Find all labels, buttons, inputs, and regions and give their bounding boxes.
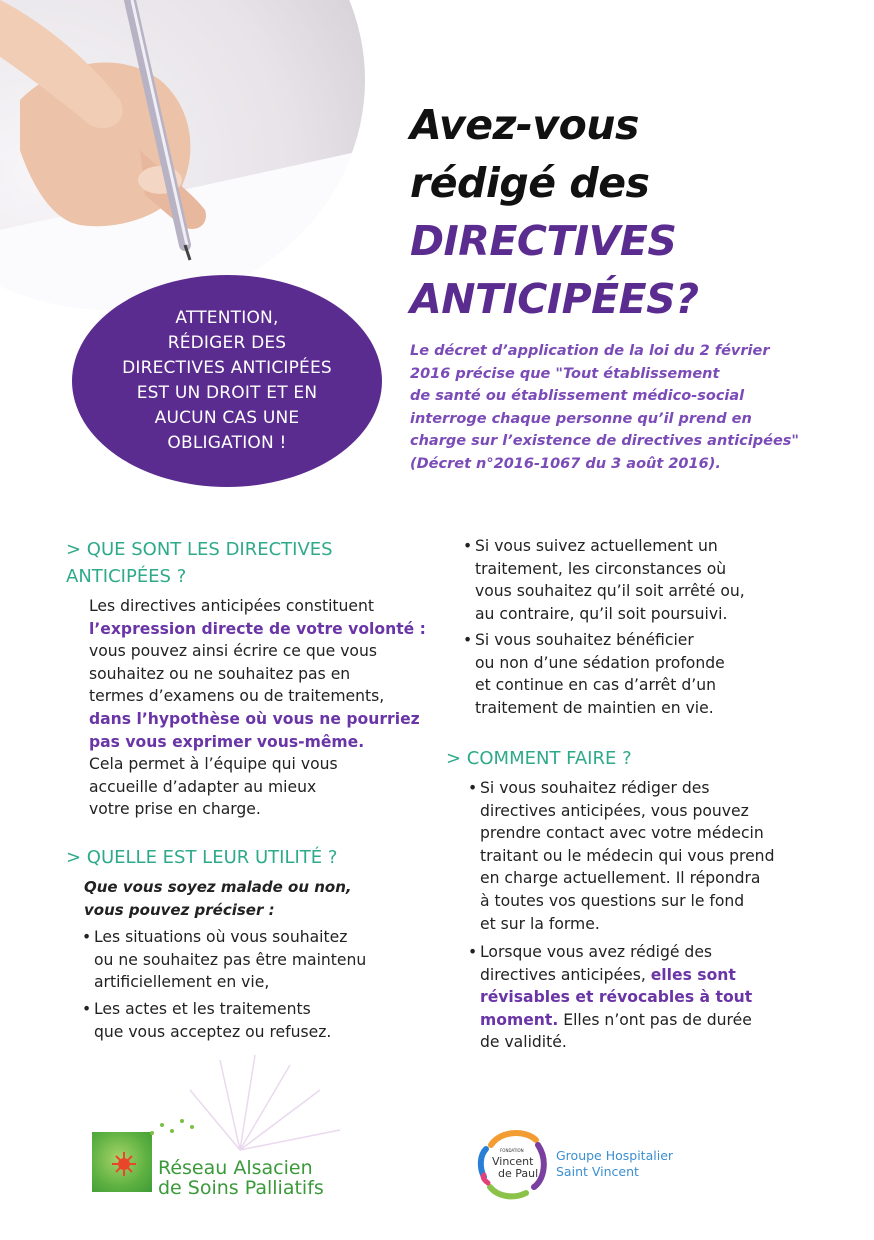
- text-line: [480, 1009, 752, 1032]
- text-line: ou non d’une sédation profonde: [475, 653, 725, 672]
- text-line: Si vous suivez actuellement un: [475, 537, 718, 555]
- section-utility-intro: Que vous soyez malade ou non, vous pouvez préciser :: [84, 878, 352, 919]
- fondation-name-vincent: Vincent: [492, 1155, 534, 1168]
- text-line: à toutes vos questions sur le fond: [480, 891, 745, 910]
- reseau-name-line-2: de Soins Palliatifs: [158, 1177, 324, 1199]
- list-item: [468, 777, 774, 935]
- text-line: traitement de maintien en vie.: [475, 698, 714, 717]
- section-heading-what: > QUE SONT LES DIRECTIVES ANTICIPÉES ?: [66, 539, 333, 587]
- groupe-name-line-2: Saint Vincent: [556, 1164, 639, 1179]
- text-line: Lorsque vous avez rédigé des: [480, 943, 713, 961]
- text-line: souhaitez ou ne souhaitez pas en: [89, 664, 351, 683]
- section-heading-how: > COMMENT FAIRE ?: [446, 748, 632, 769]
- text-fragment: directives anticipées,: [480, 965, 651, 984]
- text-fragment-highlight: elles sont: [650, 965, 736, 984]
- text-line: Les situations où vous souhaitez: [94, 928, 348, 946]
- text-line: que vous acceptez ou refusez.: [94, 1022, 332, 1041]
- text-line-highlight: l’expression directe de votre volonté :: [89, 619, 426, 638]
- attention-callout: [72, 275, 382, 487]
- text-line: artificiellement en vie,: [94, 973, 270, 992]
- list-item: [463, 535, 745, 625]
- list-item: [82, 926, 366, 994]
- text-line: Si vous souhaitez rédiger des: [480, 779, 710, 797]
- text-line: accueille d’adapter au mieux: [89, 777, 317, 796]
- text-line: Les actes et les traitements: [94, 1000, 311, 1018]
- reseau-name-line-1: Réseau Alsacien: [158, 1157, 313, 1179]
- text-line: directives anticipées, vous pouvez: [480, 801, 749, 820]
- list-item: [463, 629, 725, 719]
- bullet-glyph: •: [463, 631, 473, 649]
- text-line: Si vous souhaitez bénéficier: [475, 631, 694, 649]
- text-line: et continue en cas d’arrêt d’un: [475, 676, 716, 695]
- decret-paragraph: Le décret d’application de la loi du 2 février 2016 précise que "Tout établissement de santé ou établissement médico-social interroge chaque personne qu’il prend en charge sur l’existence de directives anticipées" (Décret n°2016-1067 du 3 août 2016).: [410, 343, 799, 472]
- title-line-2: rédigé des: [410, 159, 650, 207]
- bullet-glyph: •: [468, 779, 478, 797]
- text-line: vous souhaitez qu’il soit arrêté ou,: [475, 582, 745, 601]
- text-line-highlight: dans l’hypothèse où vous ne pourriez: [89, 709, 420, 728]
- section-what-body: [89, 595, 426, 821]
- text-line: [480, 964, 752, 987]
- writing-hand-photo: [0, 0, 365, 310]
- groupe-hospitalier-logo: [476, 1125, 716, 1205]
- text-line: traitement, les circonstances où: [475, 559, 727, 578]
- title-line-1: Avez-vous: [410, 101, 639, 149]
- text-line: et sur la forme.: [480, 914, 600, 933]
- bullet-glyph: •: [82, 928, 92, 946]
- text-line: Cela permet à l’équipe qui vous: [89, 755, 338, 774]
- title-line-3: DIRECTIVES: [410, 217, 677, 265]
- text-fragment-highlight: moment.: [480, 1010, 559, 1029]
- fondation-small-label: FONDATION: [500, 1148, 524, 1153]
- list-item: [82, 998, 331, 1043]
- text-line-highlight: pas vous exprimer vous-même.: [89, 732, 365, 751]
- text-line: Les directives anticipées constituent: [89, 597, 375, 615]
- text-line: vous pouvez ainsi écrire ce que vous: [89, 642, 377, 661]
- text-line: termes d’examens ou de traitements,: [89, 687, 385, 706]
- list-item: [468, 941, 752, 1054]
- reseau-alsacien-logo: [92, 1125, 372, 1205]
- page-title: [410, 96, 850, 328]
- text-line: au contraire, qu’il soit poursuivi.: [475, 604, 728, 623]
- text-line: votre prise en charge.: [89, 800, 261, 819]
- title-line-4: ANTICIPÉES?: [410, 275, 699, 323]
- text-line: de validité.: [480, 1033, 567, 1052]
- dandelion-seeds-icon: [142, 1113, 202, 1143]
- bullet-glyph: •: [463, 537, 473, 555]
- text-fragment: Elles n’ont pas de durée: [558, 1010, 752, 1029]
- text-line: en charge actuellement. Il répondra: [480, 869, 761, 888]
- attention-text: ATTENTION, RÉDIGER DES DIRECTIVES ANTICIPÉES EST UN DROIT ET EN AUCUN CAS UNE OBLIGATION !: [122, 308, 332, 453]
- bullet-glyph: •: [468, 943, 478, 961]
- text-line: ou ne souhaitez pas être maintenu: [94, 950, 367, 969]
- text-line: prendre contact avec votre médecin: [480, 824, 764, 843]
- groupe-name-line-1: Groupe Hospitalier: [556, 1148, 674, 1163]
- section-heading-utility: > QUELLE EST LEUR UTILITÉ ?: [66, 847, 338, 868]
- fondation-name-de-paul: de Paul: [498, 1167, 539, 1180]
- bullet-glyph: •: [82, 1000, 92, 1018]
- text-line: traitant ou le médecin qui vous prend: [480, 846, 775, 865]
- text-line-highlight: révisables et révocables à tout: [480, 988, 753, 1007]
